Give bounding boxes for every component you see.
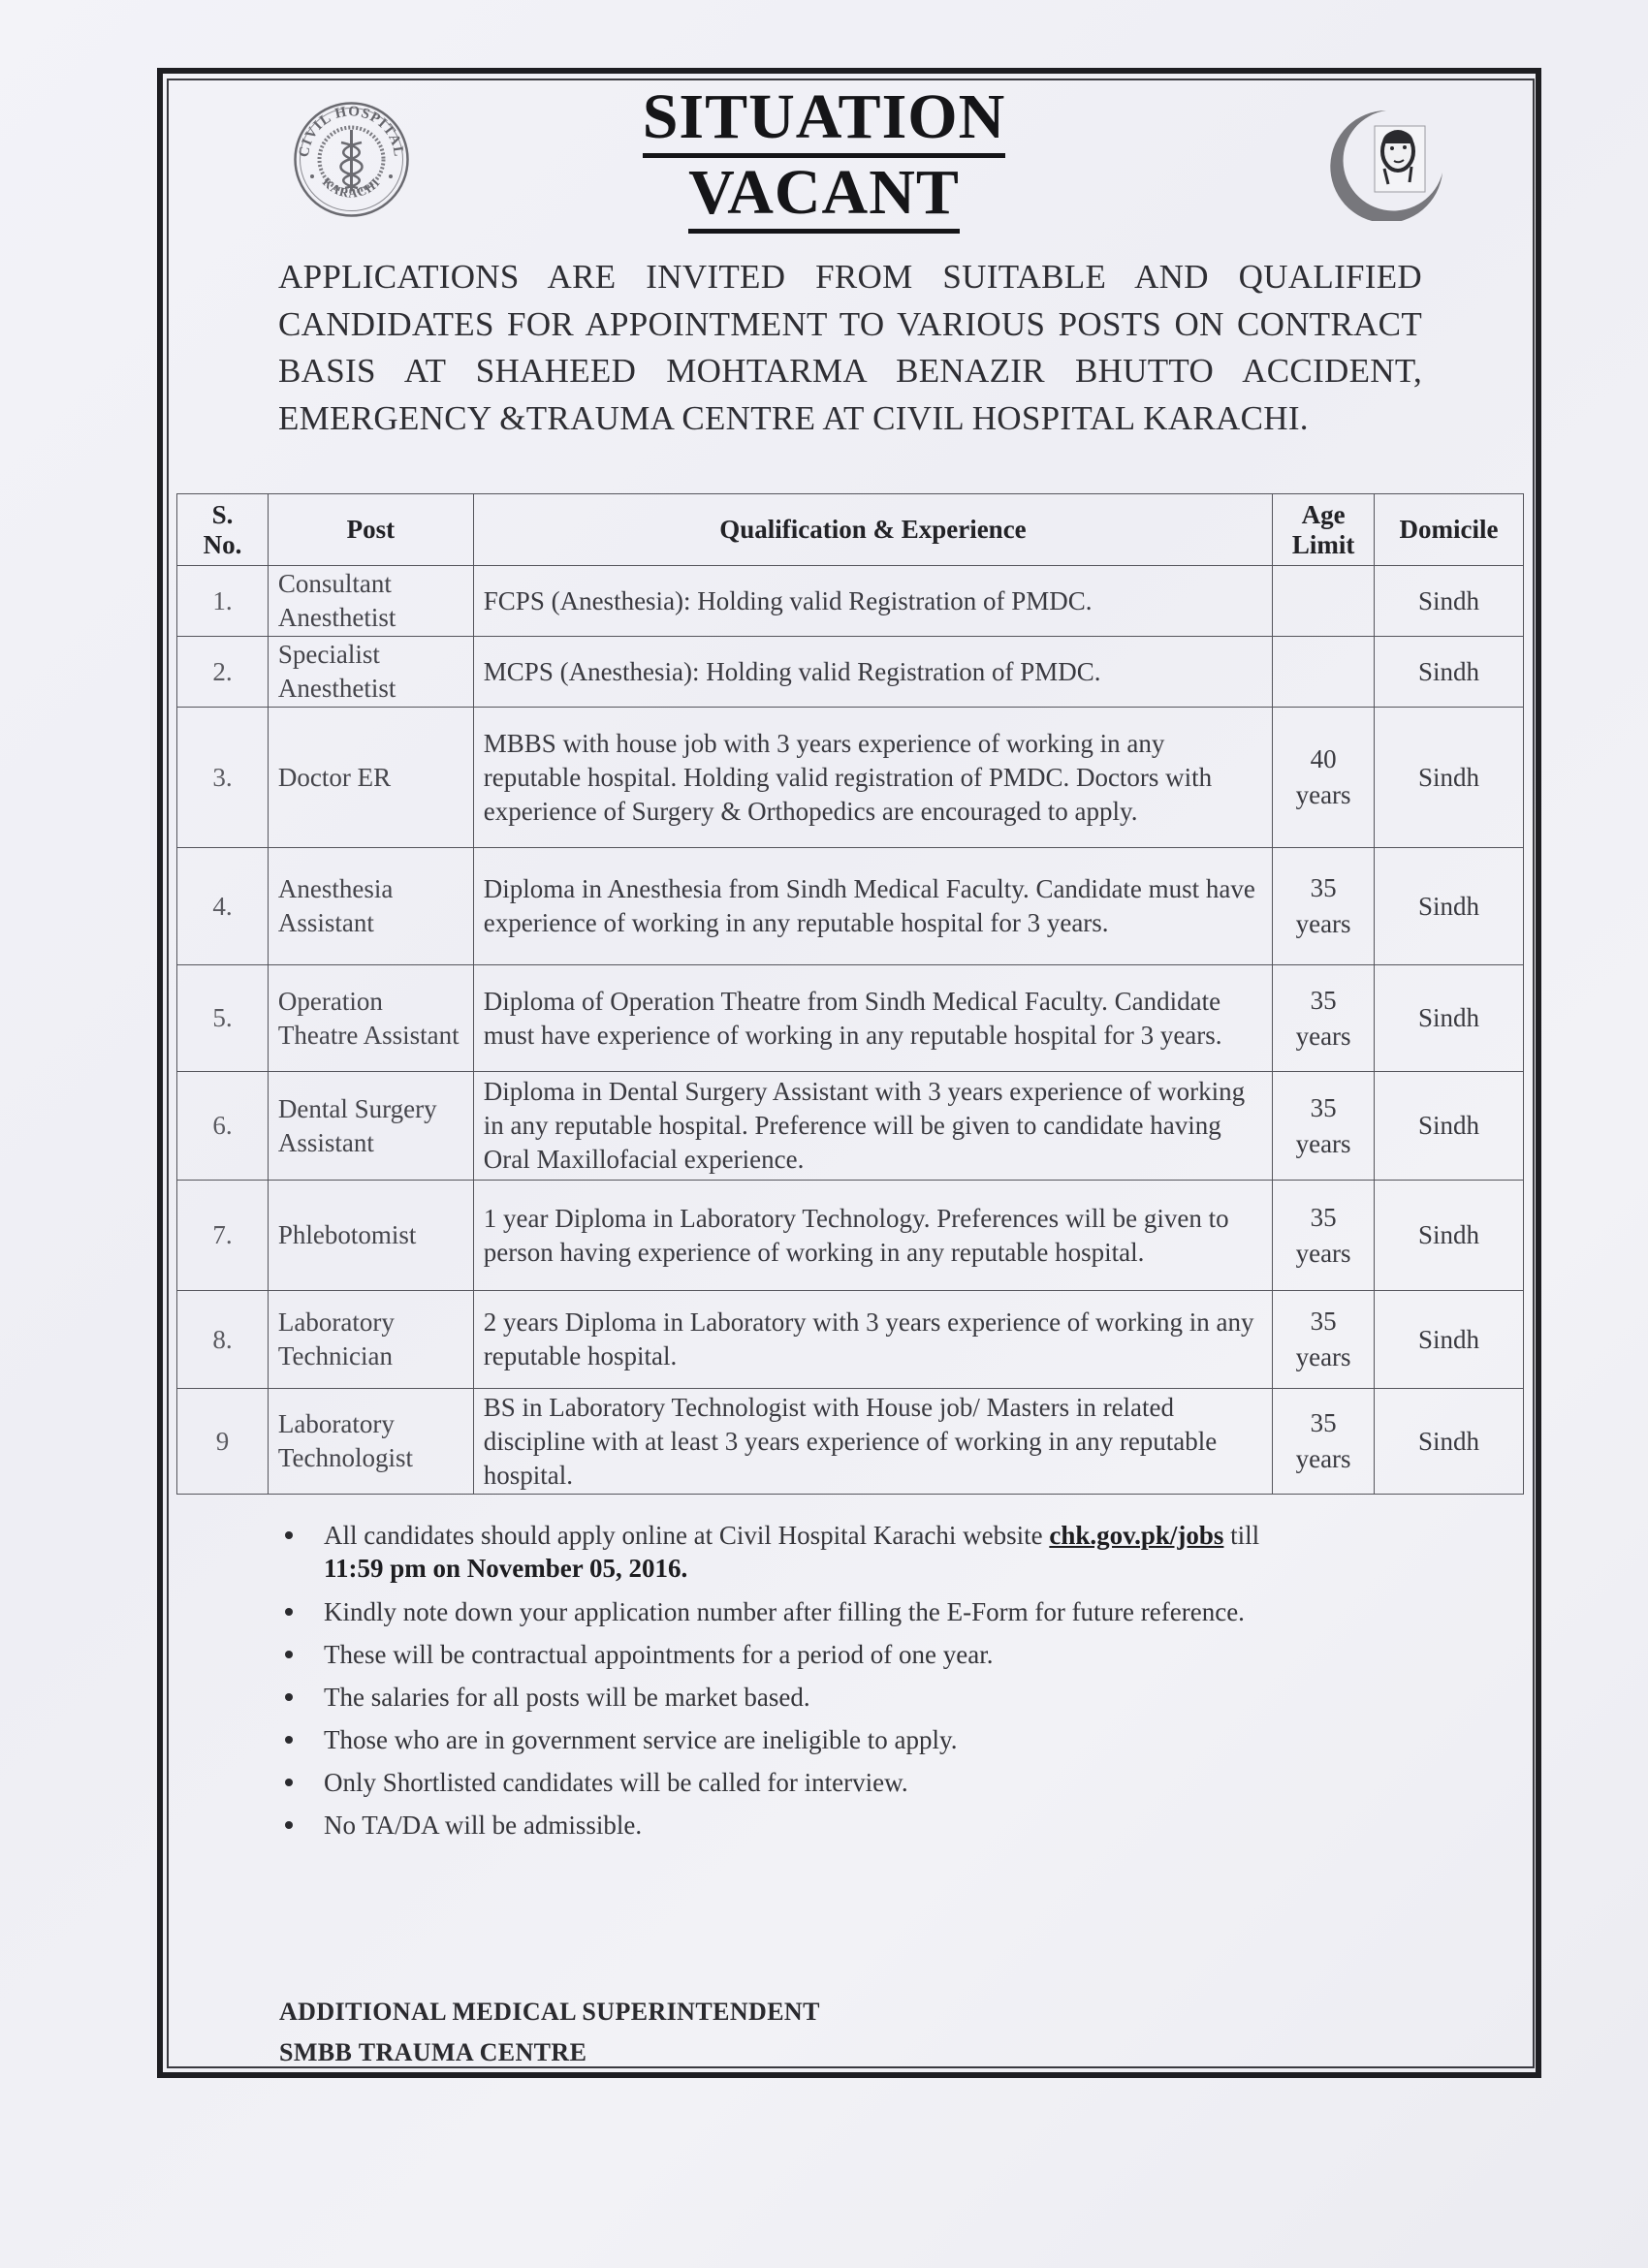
header-sno: S. No. xyxy=(177,494,269,566)
note-text: Kindly note down your application number after filling the E-Form for future reference. xyxy=(324,1597,1245,1626)
cell-sno: 5. xyxy=(177,965,269,1072)
cell-qualification: MBBS with house job with 3 years experience of working in any reputable hospital. Holding valid registration of PMDC. Doctors with experience of Surgery & Orthopedics are encouraged to apply. xyxy=(473,708,1272,848)
cell-domicile: Sindh xyxy=(1375,1072,1524,1181)
cell-qualification: MCPS (Anesthesia): Holding valid Registration of PMDC. xyxy=(473,637,1272,708)
bullet-icon xyxy=(285,1736,293,1744)
note-apply-suffix: till xyxy=(1223,1521,1260,1550)
note-text: No TA/DA will be admissible. xyxy=(324,1811,643,1840)
cell-age-limit xyxy=(1273,1291,1375,1389)
cell-sno: 3. xyxy=(177,708,269,848)
cell-age-limit xyxy=(1273,708,1375,848)
svg-text:KARACHI: KARACHI xyxy=(319,174,384,201)
age-value: 35 xyxy=(1310,1408,1337,1437)
note-item xyxy=(281,1766,1444,1799)
note-text: Those who are in government service are ineligible to apply. xyxy=(324,1725,958,1754)
note-text: The salaries for all posts will be market based. xyxy=(324,1683,810,1712)
cell-age-limit xyxy=(1273,1389,1375,1495)
notes-list xyxy=(281,1519,1444,1851)
cell-qualification: 1 year Diploma in Laboratory Technology. Preferences will be given to person having experience of working in any reputable hospital. xyxy=(473,1181,1272,1291)
table-row xyxy=(177,566,1524,637)
cell-post: Laboratory Technologist xyxy=(268,1389,473,1495)
age-unit: years xyxy=(1295,1342,1351,1371)
note-item xyxy=(281,1723,1444,1756)
cell-sno: 8. xyxy=(177,1291,269,1389)
cell-qualification: Diploma in Dental Surgery Assistant with 3 years experience of working in any reputable hospital. Preference will be given to candidate having Oral Maxillofacial experience. xyxy=(473,1072,1272,1181)
table-row xyxy=(177,848,1524,965)
cell-sno: 9 xyxy=(177,1389,269,1495)
cell-post: Laboratory Technician xyxy=(268,1291,473,1389)
table-row xyxy=(177,708,1524,848)
age-unit: years xyxy=(1295,1128,1351,1158)
cell-post: Anesthesia Assistant xyxy=(268,848,473,965)
note-item xyxy=(281,1595,1444,1628)
bullet-icon xyxy=(285,1693,293,1701)
cell-post: Phlebotomist xyxy=(268,1181,473,1291)
cell-age-limit xyxy=(1273,1181,1375,1291)
table-header-row xyxy=(177,494,1524,566)
cell-sno: 6. xyxy=(177,1072,269,1181)
note-text: Only Shortlisted candidates will be called for interview. xyxy=(324,1768,908,1797)
cell-age-limit xyxy=(1273,637,1375,708)
age-unit: years xyxy=(1295,1238,1351,1268)
header-age-limit: Age Limit xyxy=(1273,494,1375,566)
cell-domicile: Sindh xyxy=(1375,1291,1524,1389)
signature-title: ADDITIONAL MEDICAL SUPERINTENDENT xyxy=(279,1998,820,2026)
cell-post: Doctor ER xyxy=(268,708,473,848)
cell-qualification: FCPS (Anesthesia): Holding valid Registration of PMDC. xyxy=(473,566,1272,637)
table-row xyxy=(177,1389,1524,1495)
svg-text:CIVIL HOSPITAL: CIVIL HOSPITAL xyxy=(296,104,407,159)
age-value: 40 xyxy=(1310,744,1337,773)
cell-domicile: Sindh xyxy=(1375,637,1524,708)
age-unit: years xyxy=(1295,780,1351,809)
age-value: 35 xyxy=(1310,1202,1337,1232)
header-post: Post xyxy=(268,494,473,566)
age-value: 35 xyxy=(1310,985,1337,1015)
table-row xyxy=(177,1072,1524,1181)
application-deadline: 11:59 pm on November 05, 2016. xyxy=(324,1554,688,1583)
cell-qualification: Diploma of Operation Theatre from Sindh Medical Faculty. Candidate must have experience of working in any reputable hospital for 3 years. xyxy=(473,965,1272,1072)
age-value: 35 xyxy=(1310,1092,1337,1122)
age-value: 35 xyxy=(1310,873,1337,902)
note-item xyxy=(281,1809,1444,1842)
bullet-icon xyxy=(285,1531,293,1539)
age-unit: years xyxy=(1295,1444,1351,1473)
note-text: These will be contractual appointments for a period of one year. xyxy=(324,1640,994,1669)
cell-qualification: 2 years Diploma in Laboratory with 3 years experience of working in any reputable hospital. xyxy=(473,1291,1272,1389)
note-item xyxy=(281,1681,1444,1714)
cell-post: Consultant Anesthetist xyxy=(268,566,473,637)
age-value: 35 xyxy=(1310,1307,1337,1336)
cell-domicile: Sindh xyxy=(1375,708,1524,848)
age-unit: years xyxy=(1295,1021,1351,1051)
cell-domicile: Sindh xyxy=(1375,965,1524,1072)
vacancies-table xyxy=(176,493,1524,1495)
cell-sno: 2. xyxy=(177,637,269,708)
table-row xyxy=(177,965,1524,1072)
bullet-icon xyxy=(285,1608,293,1616)
cell-qualification: Diploma in Anesthesia from Sindh Medical Faculty. Candidate must have experience of working in any reputable hospital for 3 years. xyxy=(473,848,1272,965)
note-apply-online xyxy=(281,1519,1444,1585)
title-situation: SITUATION xyxy=(0,85,1648,158)
cell-sno: 4. xyxy=(177,848,269,965)
cell-post: Dental Surgery Assistant xyxy=(268,1072,473,1181)
bullet-icon xyxy=(285,1651,293,1658)
jobs-website-link[interactable]: chk.gov.pk/jobs xyxy=(1049,1521,1224,1550)
cell-sno: 7. xyxy=(177,1181,269,1291)
header-qualification: Qualification & Experience xyxy=(473,494,1272,566)
cell-qualification: BS in Laboratory Technologist with House job/ Masters in related discipline with at least 3 years experience of working in any reputable hospital. xyxy=(473,1389,1272,1495)
cell-age-limit xyxy=(1273,566,1375,637)
note-item xyxy=(281,1638,1444,1671)
cell-age-limit xyxy=(1273,848,1375,965)
cell-age-limit xyxy=(1273,1072,1375,1181)
bullet-icon xyxy=(285,1821,293,1829)
note-apply-prefix: All candidates should apply online at Civil Hospital Karachi website xyxy=(324,1521,1050,1550)
table-row xyxy=(177,637,1524,708)
cell-domicile: Sindh xyxy=(1375,1389,1524,1495)
intro-paragraph: APPLICATIONS ARE INVITED FROM SUITABLE AND QUALIFIED CANDIDATES FOR APPOINTMENT TO VARIOUS POSTS ON CONTRACT BASIS AT SHAHEED MOHTARMA BENAZIR BHUTTO ACCIDENT, EMERGENCY &TRAUMA CENTRE AT CIVIL HOSPITAL KARACHI. xyxy=(278,258,1422,437)
table-row xyxy=(177,1291,1524,1389)
cell-domicile: Sindh xyxy=(1375,1181,1524,1291)
cell-domicile: Sindh xyxy=(1375,848,1524,965)
bullet-icon xyxy=(285,1779,293,1786)
cell-post: Operation Theatre Assistant xyxy=(268,965,473,1072)
cell-age-limit xyxy=(1273,965,1375,1072)
cell-domicile: Sindh xyxy=(1375,566,1524,637)
age-unit: years xyxy=(1295,909,1351,938)
title-vacant: VACANT xyxy=(0,161,1648,234)
signature-department: SMBB TRAUMA CENTRE xyxy=(279,2038,587,2066)
cell-post: Specialist Anesthetist xyxy=(268,637,473,708)
header-domicile: Domicile xyxy=(1375,494,1524,566)
table-row xyxy=(177,1181,1524,1291)
cell-sno: 1. xyxy=(177,566,269,637)
